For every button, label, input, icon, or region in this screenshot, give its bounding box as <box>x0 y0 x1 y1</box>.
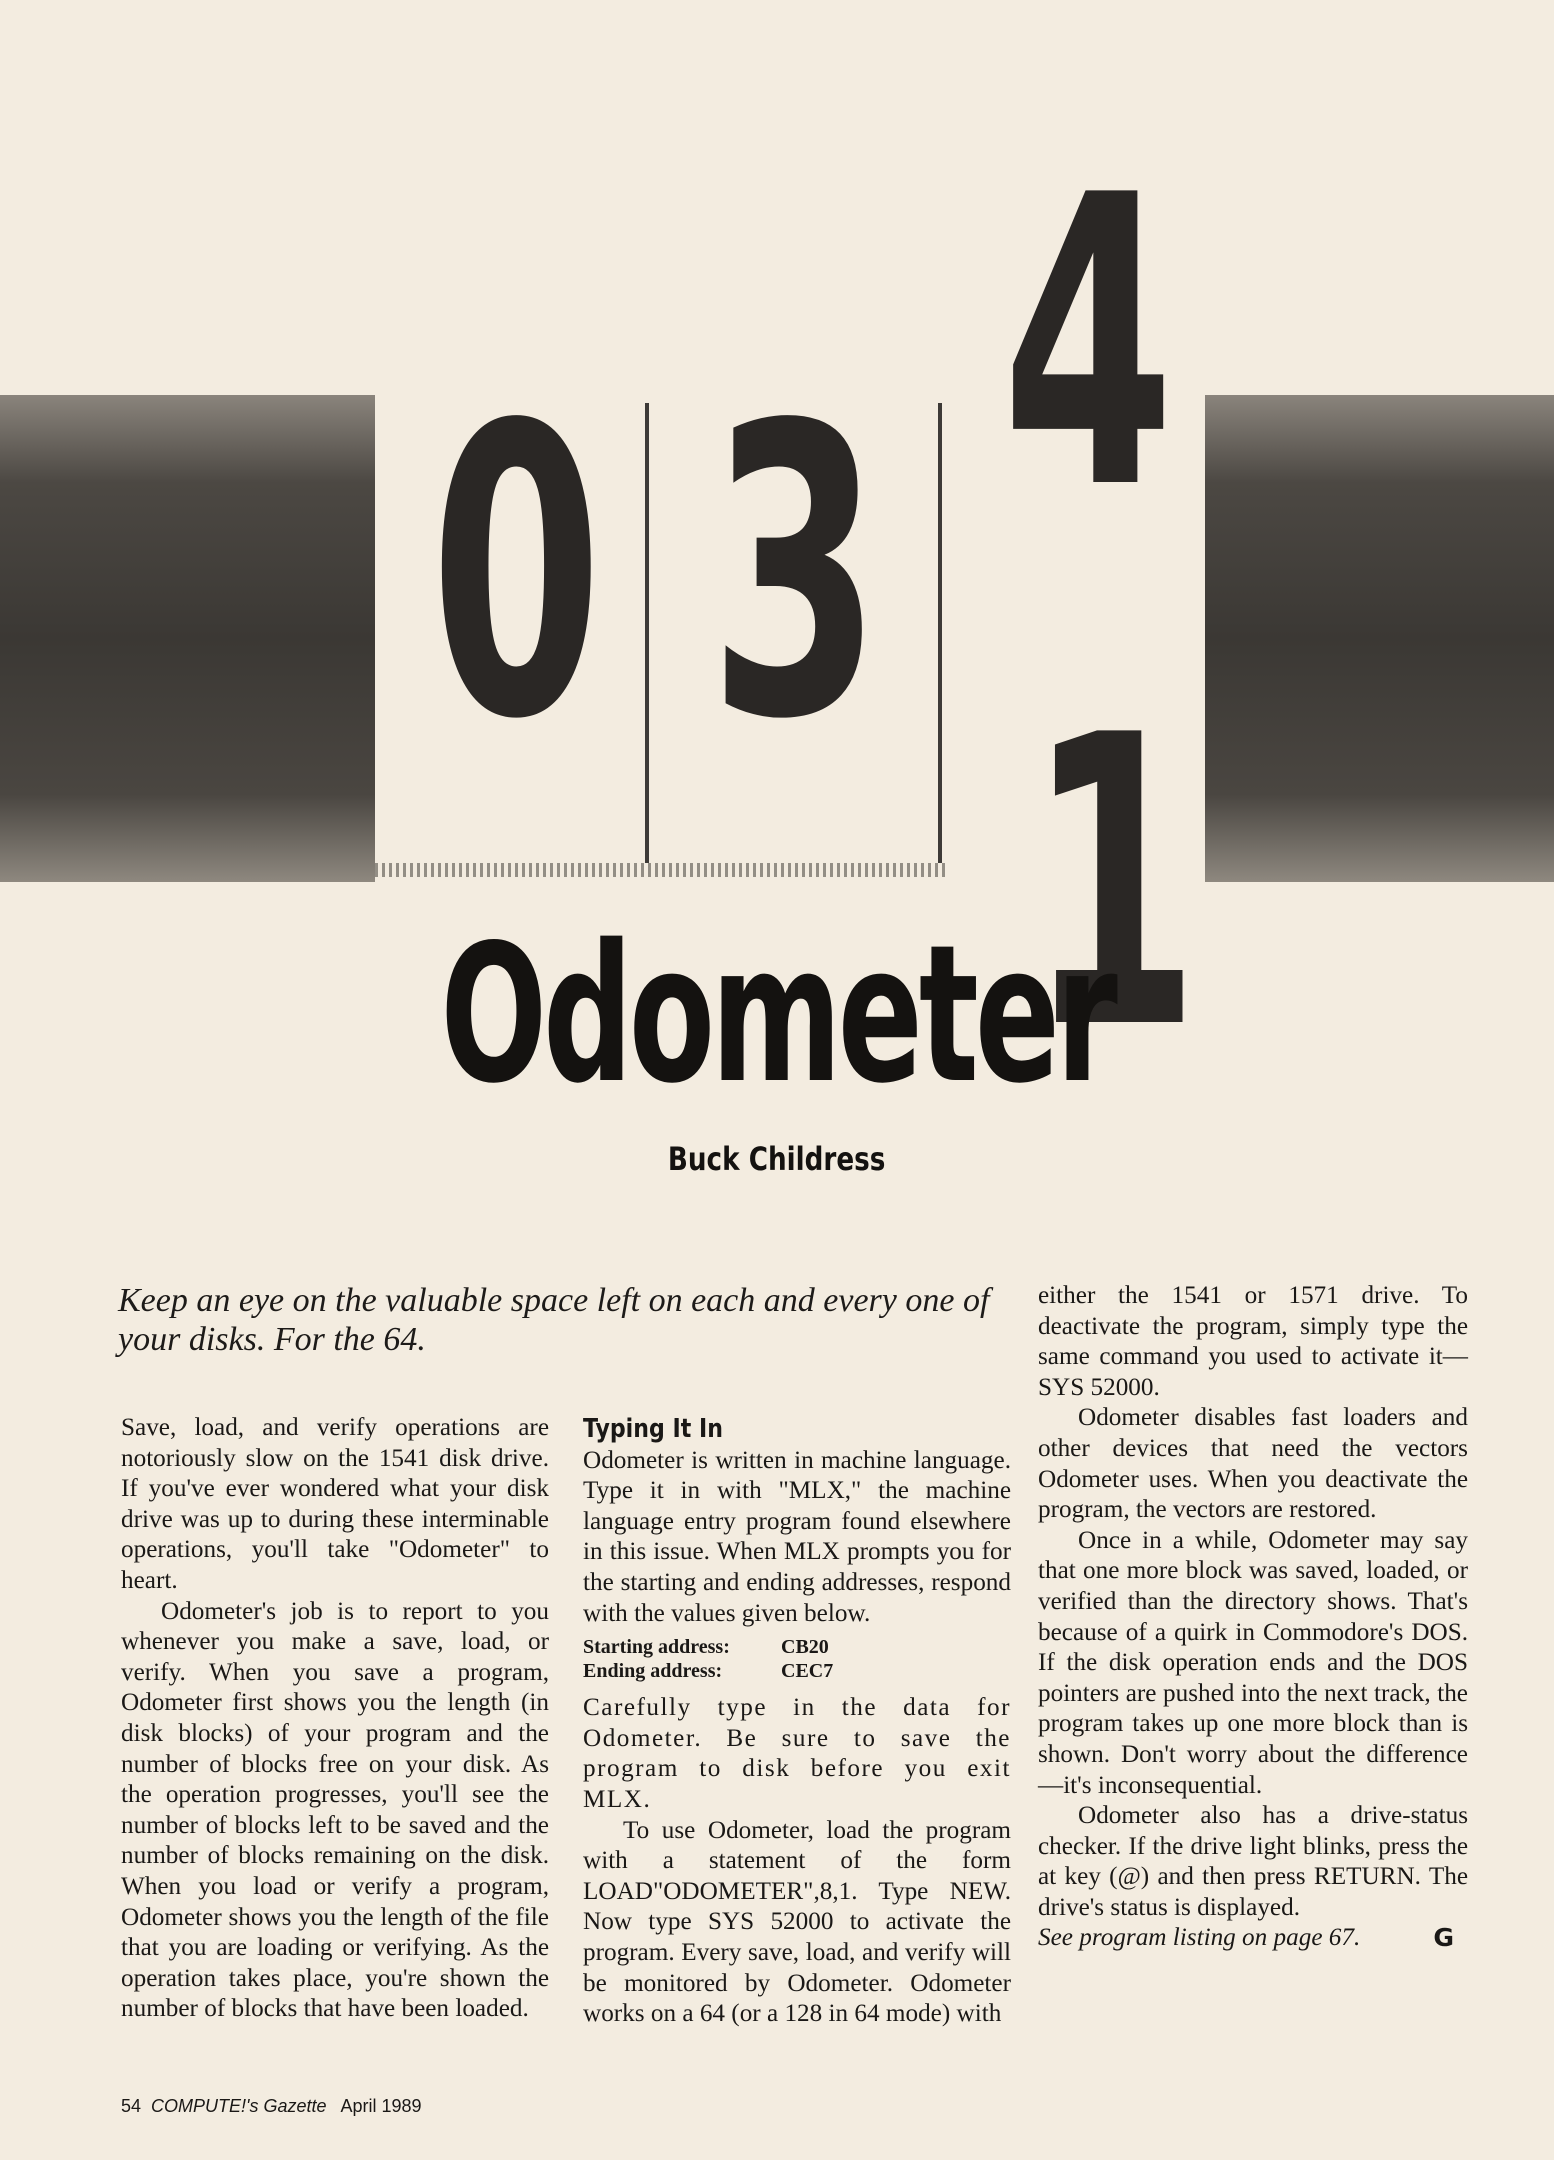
end-address-row: Ending address: CEC7 <box>583 1660 834 1683</box>
odometer-frame-right <box>1205 395 1554 882</box>
paragraph: Odometer's job is to report to you whenever you make a save, load, or verify. When you save a program, Odometer first shows you the length (in disk blocks) of your program and the number of blocks free on your disk. As the operation progresses, you'll see the number of blocks left to be saved and the number of blocks remaining on the disk. When you load or verify a program, Odometer shows you the length of the file that you are loading or verifying. As the operation takes place, you're shown the number of blocks that have been loaded. <box>121 1597 549 2023</box>
start-address-row: Starting address: CB20 <box>583 1636 829 1659</box>
paragraph: Carefully type in the data for Odometer. Be sure to save the program to disk before you exit MLX. <box>583 1694 1011 1813</box>
section-heading: Typing It In <box>583 1414 723 1444</box>
paragraph: Once in a while, Odometer may say that one more block was saved, loaded, or verified than the directory shows. That's because of a quirk in Commodore's DOS. If the disk operation ends and the DOS pointers are pushed into the next track, the program takes up one more block than is shown. Don't worry about the difference—it's inconsequential. <box>1038 1526 1468 1799</box>
program-listing-note: See program listing on page 67. G <box>1038 1923 1454 1953</box>
column-3 <box>1038 1281 1468 1954</box>
paragraph: either the 1541 or 1571 drive. To deactivate the program, simply type the same command you used to activate it—SYS 52000. <box>1038 1282 1468 1401</box>
issue-date: April 1989 <box>340 2096 422 2116</box>
address-table <box>583 1635 1011 1683</box>
paragraph: Odometer disables fast loaders and other devices that need the vectors Odometer uses. When you deactivate the program, the vectors are restored. <box>1038 1404 1468 1524</box>
paragraph: Odometer is written in machine language. Type it in with "MLX," the machine language entry program found elsewhere in this issue. When MLX prompts you for the starting and ending addresses, respond with the values given below. <box>583 1446 1011 1627</box>
article-dek: Keep an eye on the valuable space left on each and every one of your disks. For the 64. <box>118 1282 990 1358</box>
author-byline: Buck Childress <box>668 1140 886 1178</box>
odometer-digit: 3 <box>709 342 880 807</box>
odometer-grain <box>375 863 945 877</box>
odometer-wheel-2 <box>649 342 939 882</box>
paragraph: Save, load, and verify operations are notoriously slow on the 1541 disk drive. If you've ever wondered what your disk drive was up to during these interminable operations, you'll take "Odometer" to heart. <box>121 1414 549 1594</box>
odometer-frame-left <box>0 395 375 882</box>
end-mark: G <box>1433 1923 1454 1953</box>
paragraph: To use Odometer, load the program with a statement of the form LOAD"ODOMETER",8,1. Type NEW. Now type SYS 52000 to activate the program. Every save, load, and verify will be monitored by Odometer. Odometer works on a 64 (or a 128 in 64 mode) with <box>583 1816 1011 2028</box>
article-title: Odometer <box>440 904 1114 1125</box>
odometer-wheel-3 <box>942 112 1205 1117</box>
paragraph: Odometer also has a drive-status checker. If the drive light blinks, press the at key (@) and then press RETURN. The drive's status is displayed. <box>1038 1802 1468 1921</box>
odometer-digit: 1 <box>1027 652 1198 1117</box>
page-number: 54 <box>121 2096 142 2116</box>
page-footer <box>121 2096 422 2117</box>
odometer-wheel-1 <box>375 342 645 882</box>
odometer-digit: 0 <box>430 342 601 807</box>
column-2 <box>583 1413 1011 2030</box>
publication-name: COMPUTE!'s Gazette <box>151 2096 327 2116</box>
odometer-digit: 4 <box>1002 112 1173 577</box>
column-1 <box>121 1413 549 2025</box>
